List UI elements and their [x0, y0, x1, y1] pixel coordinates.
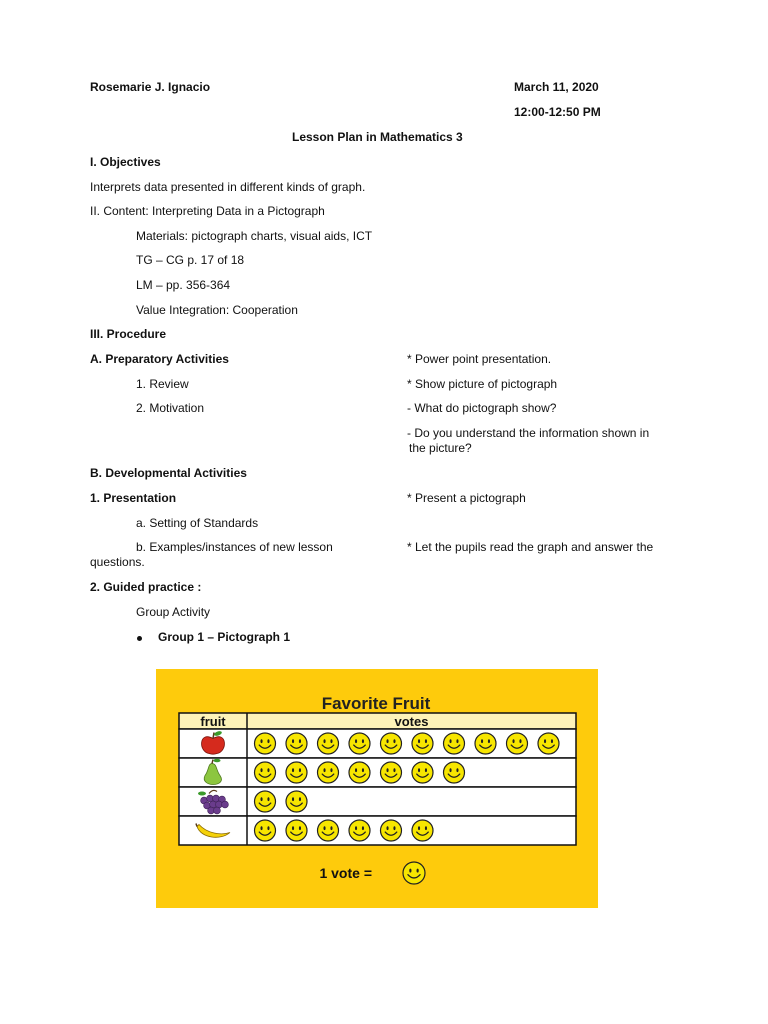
- table-row: [179, 758, 576, 787]
- smiley-icon: [444, 733, 465, 754]
- smiley-icon: [403, 862, 425, 884]
- motivation-note-1: - What do pictograph show?: [407, 401, 557, 415]
- standards-item: a. Setting of Standards: [136, 516, 259, 530]
- bullet-icon: [137, 636, 142, 641]
- examples-item-continued: questions.: [90, 555, 145, 569]
- preparatory-heading: A. Preparatory Activities: [90, 352, 229, 366]
- smiley-icon: [286, 791, 307, 812]
- objectives-text: Interprets data presented in different kinds of graph.: [90, 180, 366, 194]
- value-integration: Value Integration: Cooperation: [136, 303, 298, 317]
- chart-key: [319, 862, 425, 884]
- smiley-icon: [255, 791, 276, 812]
- smiley-icon: [412, 762, 433, 783]
- review-note: * Show picture of pictograph: [407, 377, 558, 391]
- table-row: [179, 816, 576, 845]
- lm-reference: LM – pp. 356-364: [136, 278, 231, 292]
- materials-text: Materials: pictograph charts, visual aids, ICT: [136, 229, 373, 243]
- smiley-icon: [286, 820, 307, 841]
- smiley-icon: [286, 733, 307, 754]
- smiley-icon: [381, 733, 402, 754]
- chart-title: Favorite Fruit: [321, 694, 431, 713]
- presentation-item: 1. Presentation: [90, 491, 177, 505]
- smiley-icon: [255, 820, 276, 841]
- group-activity: Group Activity: [136, 605, 211, 619]
- review-item: 1. Review: [136, 377, 189, 391]
- preparatory-note: * Power point presentation.: [407, 352, 552, 366]
- motivation-note-2b: the picture?: [409, 441, 472, 455]
- smiley-icon: [444, 762, 465, 783]
- smiley-icon: [349, 762, 370, 783]
- header-row: [179, 713, 576, 729]
- developmental-heading: B. Developmental Activities: [90, 466, 247, 480]
- motivation-note-2a: - Do you understand the information shown in: [407, 426, 650, 440]
- smiley-icon: [255, 762, 276, 783]
- examples-item: b. Examples/instances of new lesson: [136, 540, 333, 554]
- pictograph-chart: [156, 669, 598, 908]
- tg-reference: TG – CG p. 17 of 18: [136, 253, 245, 267]
- header-votes: votes: [394, 714, 429, 729]
- pictograph-figure: [156, 669, 598, 908]
- author-name: Rosemarie J. Ignacio: [90, 80, 211, 94]
- smiley-icon: [318, 820, 339, 841]
- smiley-icon: [381, 820, 402, 841]
- smiley-icon: [286, 762, 307, 783]
- smiley-icon: [349, 733, 370, 754]
- smiley-icon: [412, 733, 433, 754]
- smiley-icon: [507, 733, 528, 754]
- smiley-icon: [475, 733, 496, 754]
- procedure-heading: III. Procedure: [90, 327, 167, 341]
- key-label: 1 vote =: [319, 865, 372, 881]
- smiley-icon: [381, 762, 402, 783]
- smiley-icon: [318, 733, 339, 754]
- content-heading: II. Content: Interpreting Data in a Pictograph: [90, 204, 325, 218]
- objectives-heading: I. Objectives: [90, 155, 161, 169]
- smiley-icon: [255, 733, 276, 754]
- guided-practice-heading: 2. Guided practice :: [90, 580, 202, 594]
- chart-body: [179, 713, 576, 845]
- smiley-icon: [349, 820, 370, 841]
- presentation-note: * Present a pictograph: [407, 491, 526, 505]
- table-row: [179, 787, 576, 816]
- page-title: Lesson Plan in Mathematics 3: [292, 130, 463, 144]
- smiley-icon: [318, 762, 339, 783]
- motivation-item: 2. Motivation: [136, 401, 205, 415]
- lesson-time: 12:00-12:50 PM: [514, 105, 601, 119]
- header-fruit: fruit: [200, 714, 226, 729]
- group1-item: Group 1 – Pictograph 1: [158, 630, 291, 644]
- smiley-icon: [538, 733, 559, 754]
- smiley-icon: [412, 820, 433, 841]
- lesson-date: March 11, 2020: [514, 80, 599, 94]
- examples-note: * Let the pupils read the graph and answer the: [407, 540, 654, 554]
